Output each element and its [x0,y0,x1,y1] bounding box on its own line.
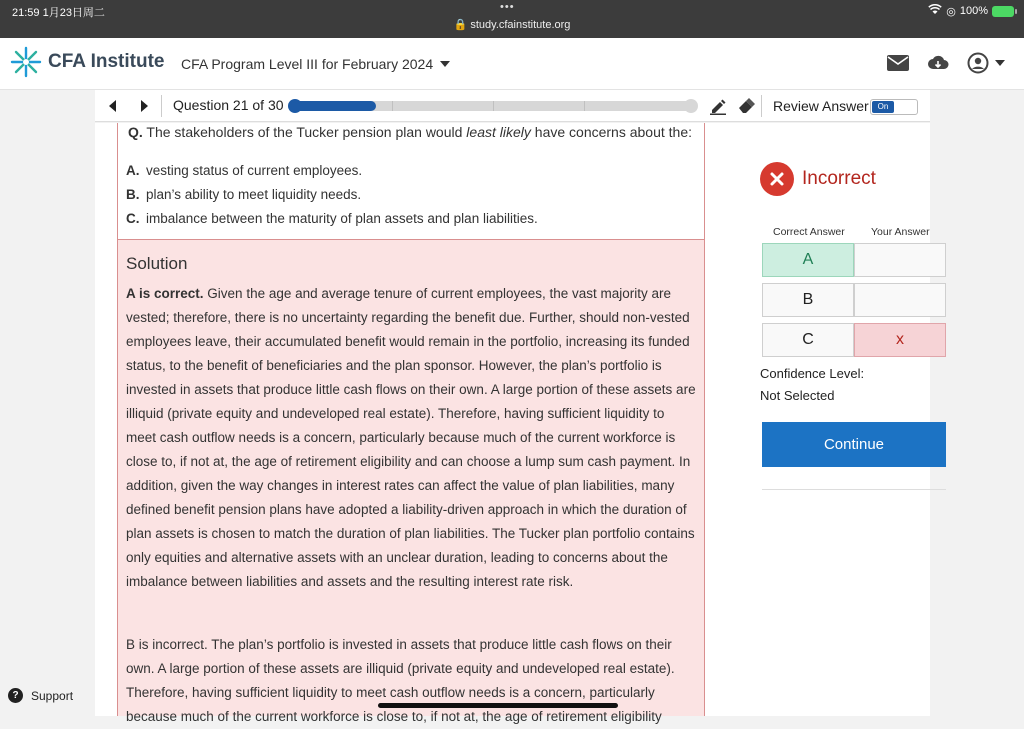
app-header [0,38,1024,90]
toggle-state: On [872,101,894,113]
option-text: plan’s ability to meet liquidity needs. [146,187,362,202]
previous-question-icon[interactable] [109,100,116,112]
cfa-logo-mark-icon [10,46,42,78]
support-link[interactable] [8,688,73,703]
option-b [126,187,361,202]
progress-tick [493,101,494,111]
option-a [126,163,362,178]
correct-answer-header: Correct Answer [773,226,845,238]
progress-tick [584,101,585,111]
option-letter: C. [126,211,140,226]
result-status [760,162,876,196]
status-time: 21:59 1月23日周二 [12,7,105,19]
progress-fill [291,101,376,111]
support-label: Support [31,688,74,703]
question-nav-bar [95,90,930,122]
correct-answer-cell-c: C [762,323,854,357]
status-right [928,4,1014,18]
eraser-icon[interactable] [737,97,755,120]
mail-icon[interactable] [886,51,910,75]
confidence-value: Not Selected [760,388,835,403]
home-indicator [378,703,618,708]
option-c [126,211,538,226]
your-answer-cell-b [854,283,946,317]
continue-button[interactable]: Continue [762,422,946,467]
battery-icon [992,6,1014,17]
program-selector[interactable] [181,56,450,72]
review-answer-label: Review Answer [773,98,869,114]
nav-divider [161,95,162,117]
nav-divider [761,95,762,117]
your-answer-cell-a [854,243,946,277]
orientation-lock-icon: ◎ [946,5,956,18]
question-box [117,123,705,240]
more-dots-icon[interactable]: ••• [500,1,515,13]
correct-answer-cell-a: A [762,243,854,277]
progress-start-knob [288,99,302,113]
user-account-icon[interactable] [966,51,1006,75]
result-text: Incorrect [802,168,876,189]
solution-box [117,240,705,724]
solution-paragraph-a [126,282,698,594]
question-prefix: Q. [128,124,143,140]
cfa-logo[interactable] [10,46,164,78]
account-chevron-down-icon [995,60,1005,66]
question-text [128,124,692,140]
help-icon: ? [8,688,23,703]
option-text: vesting status of current employees. [146,163,363,178]
solution-title: Solution [126,254,188,273]
question-stem-end: have concerns about the: [530,124,692,140]
url-text: study.cfainstitute.org [470,19,571,31]
your-answer-cell-c: x [854,323,946,357]
option-text: imbalance between the maturity of plan assets and plan liabilities. [146,211,538,226]
solution-paragraph-b: B is incorrect. The plan’s portfolio is invested in assets that produce little cash flows on their own. A large portion of these assets are illiquid (private equity and undeveloped real estate). Therefore, having sufficient liquidity to meet cash outflow needs is a concern, particularly because much of the current workforce is close to, if not at, the age of retirement eligibility [126,637,675,724]
review-answer-toggle[interactable] [870,99,918,115]
question-counter: Question 21 of 30 [173,97,284,113]
next-question-icon[interactable] [141,100,148,112]
panel-divider [762,489,946,490]
solution-verdict: A is correct. [126,286,204,301]
url-bar[interactable]: 🔒 study.cfainstitute.org [453,19,571,31]
your-answer-header: Your Answer [871,226,930,238]
highlighter-pen-icon[interactable] [709,97,727,120]
confidence-label: Confidence Level: [760,366,865,381]
wifi-icon [928,4,942,18]
battery-percent: 100% [959,5,988,17]
option-letter: A. [126,163,140,178]
ios-status-bar [0,0,1024,38]
chevron-down-icon [440,61,450,67]
cloud-download-icon[interactable] [926,51,950,75]
question-emphasis: least likely [466,124,531,140]
program-label: CFA Program Level III for February 2024 [181,56,434,72]
incorrect-icon [760,162,794,196]
correct-answer-cell-b: B [762,283,854,317]
progress-tick [392,101,393,111]
logo-text: CFA Institute [48,51,165,72]
question-stem-start: The stakeholders of the Tucker pension plan would [146,124,467,140]
progress-end-knob [684,99,698,113]
option-letter: B. [126,187,140,202]
progress-bar[interactable] [291,101,695,111]
solution-explanation: Given the age and average tenure of current employees, the vast majority are vested; therefore, there is no uncertainty regarding the benefit due. Further, should non-vested employees leave, their accumulated benefit would remain in the portfolio, increasing its funded status, to the benefit of beneficiaries and the plan sponsor. However, the plan’s portfolio is invested in assets that produce little cash flows on their own. A large portion of these assets are illiquid (private equity and undeveloped real estate). Therefore, having sufficient liquidity to meet cash outflow needs is a concern, particularly because much of the current workforce is close to, if not at, the age of retirement eligibility and can choose a lump sum cash payment. In addition, given the way changes in interest rates can affect the value of plan liabilities, many defined benefit pension plans have adopted a liability-driven approach in which the duration of plan assets is chosen to match the duration of plan liabilities. The Tucker plan portfolio contains only equities and alternative assets with an unclear duration, leading to concerns about the imbalance between liabilities and assets and the resulting interest rate risk. [126,286,696,589]
header-icons [886,51,1006,75]
